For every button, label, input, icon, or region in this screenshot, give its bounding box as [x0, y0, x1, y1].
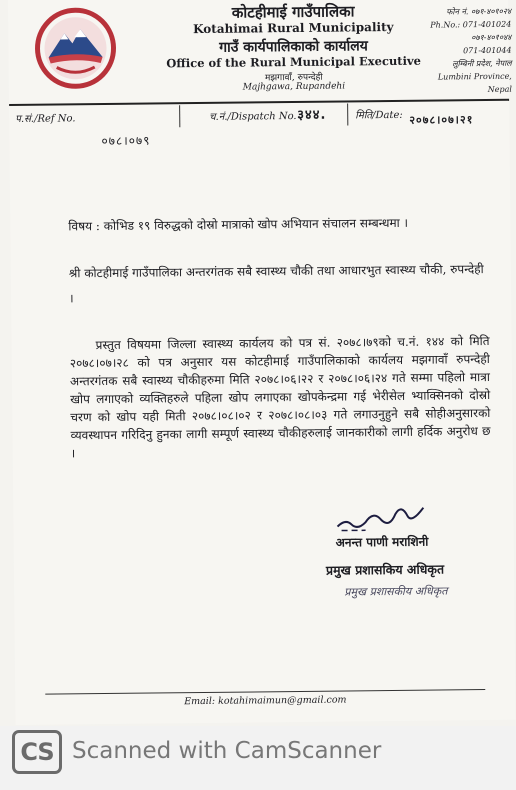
letter-addressee: श्री कोटहीमाई गाउँपालिका अन्तरगंतक सबै स्वास्थ्य चौकी तथा आधारभुत स्वास्थ्य चौकी, रुपन्देही ।	[68, 262, 484, 306]
ref-no-label: प.सं./Ref No.	[15, 113, 76, 125]
office-name-en: Office of the Rural Municipal Executive	[166, 53, 422, 71]
letter-body: प्रस्तुत विषयमा जिल्ला स्वास्थ्य कार्यलय को पत्र सं. २०७८।७९को च.नं. १४४ को मिति २०७८।०७।२८ को पत्र अनुसार यस कोटहीमाई गाउँपालिकाको कार्यलय मझगावाँ रुपन्देही अन्तरगंतक सबै स्वास्थ्य चौकीहरुमा मिति २०७८।०६।२२ र २०७८।०६।२४ गते सम्मा पहिलो मात्रा खोप लगाएको व्यक्तिहरुले पहिला खोप लगाएका खोपकेन्द्रमा गई भेरीसेल भ्याक्सिनको दोस्रो चरण को खोप यही मिती २०७८।०८।०२ र २०७८।०८।०३ गते लगाउनुहुने सबै सोहीअनुसारको व्यवस्थापन गरिदिनु हुनका लागी सम्पूर्ण स्वास्थ्य चौकीहरुलाई जानकारीको लागी हर्दिक अनुरोध छ ।	[69, 333, 491, 461]
contact-line: फोन नं. ०७१-४०१०२४	[446, 6, 512, 17]
date-value: २०७८।०७।२१	[409, 113, 474, 127]
contact-line: Lumbini Province, Nepal	[437, 71, 513, 94]
office-name-np: गाउँ कार्यपालिकाको कार्यालय	[219, 38, 368, 56]
contact-line: Ph.No.: 071-401024	[430, 19, 512, 30]
contact-line: ०७१-४०१०४४	[471, 32, 512, 43]
signatory-stamp: प्रमुख प्रशासकीय अधिकृत	[344, 584, 448, 599]
signatory-title: प्रमुख प्रशासकिय अधिकृत	[325, 561, 445, 578]
signature-icon	[331, 496, 431, 537]
municipality-name-en: Kotahimai Rural Municipality	[193, 19, 394, 37]
divider	[347, 103, 348, 125]
divider	[179, 105, 180, 127]
letter-page	[8, 0, 516, 725]
reference-number: ०७८।०७९	[101, 133, 151, 149]
scanner-label: Scanned with CamScanner	[72, 738, 382, 764]
address-np: मझगावाँ, रुपन्देही	[264, 72, 323, 84]
contact-line: 071-401044	[462, 45, 512, 56]
contact-block	[416, 5, 512, 97]
date-label: मिति/Date:	[355, 109, 403, 122]
reference-bar	[9, 102, 509, 131]
dispatch-no-label: च.नं./Dispatch No.	[209, 110, 297, 123]
camscanner-logo-icon: CS	[12, 730, 62, 774]
footer-email: Email: kotahimaimun@gmail.com	[184, 694, 347, 708]
address-en: Majhgawa, Rupandehi	[242, 81, 346, 93]
dispatch-no-value: ३४४.	[297, 107, 327, 123]
scanner-watermark	[0, 726, 516, 790]
signatory-name: अनन्त पाणी मराशिनी	[335, 534, 429, 550]
letter-subject: विषय : कोभिड १९ विरुद्धको दोस्रो मात्राको खोप अभियान संचालन सम्बन्धमा ।	[68, 215, 409, 234]
municipality-emblem-icon	[34, 7, 117, 90]
municipality-name-np: कोटहीमाई गाउँपालिका	[231, 2, 355, 22]
contact-line: लुम्बिनी प्रदेश, नेपाल	[452, 58, 512, 69]
